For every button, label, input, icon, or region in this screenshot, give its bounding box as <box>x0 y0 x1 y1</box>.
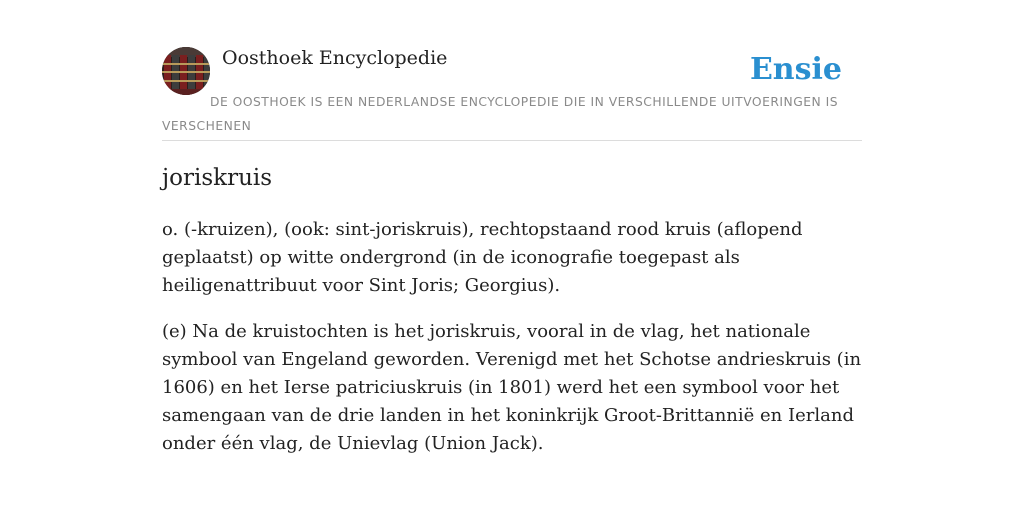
entry-definition: o. (-kruizen), (ook: sint-joriskruis), rechtopstaand rood kruis (aflopend geplaatst) op witte ondergrond (in de iconografie toegepast als heiligenattribuut voor Sint Joris; Georgius). <box>162 219 803 296</box>
site-name[interactable]: Oosthoek Encyclopedie <box>222 47 448 69</box>
brand-logo[interactable]: Ensie <box>749 52 842 87</box>
encyclopedia-books-icon[interactable] <box>162 47 210 95</box>
entry-paragraph: (e) Na de kruistochten is het joriskruis, vooral in de vlag, het nationale symbool van Engeland geworden. Verenigd met het Schotse andrieskruis (in 1606) en het Ierse patriciuskruis (in 1801) werd het een symbool voor het samengaan van de drie landen in het koninkrijk Groot-Brittannië en Ierland onder één vlag, de Unievlag (Union Jack). <box>162 321 862 454</box>
site-header <box>162 46 862 141</box>
site-tagline: DE OOSTHOEK IS EEN NEDERLANDSE ENCYCLOPEDIE DIE IN VERSCHILLENDE UITVOERINGEN IS VERSCHENEN <box>162 95 839 133</box>
entry-title: joriskruis <box>162 165 273 191</box>
